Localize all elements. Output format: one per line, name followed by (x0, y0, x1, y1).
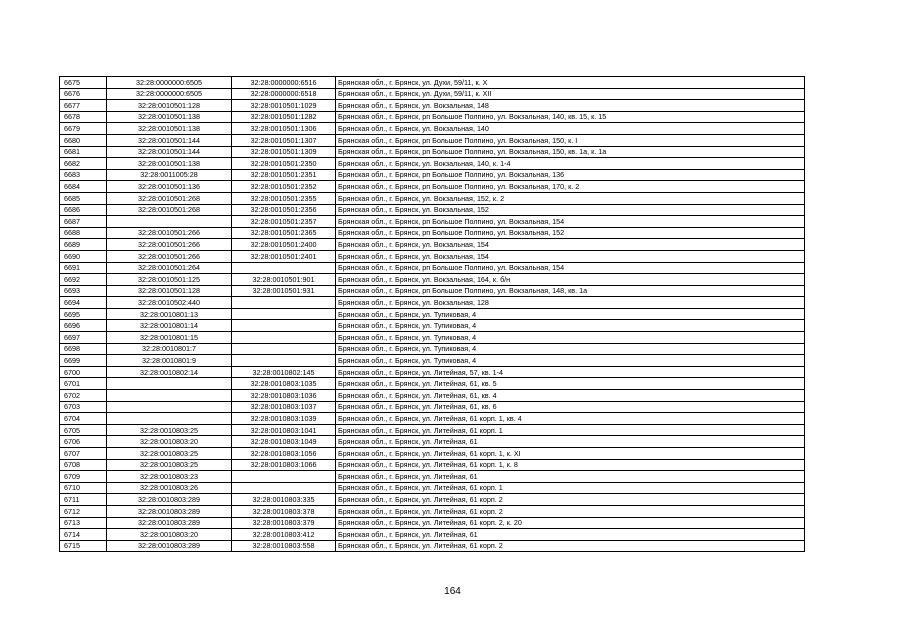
table-row (60, 169, 805, 181)
address-cell: Брянская обл., г. Брянск, ул. Вокзальная, 128 (336, 297, 805, 309)
address-cell: Брянская обл., г. Брянск, рп Большое Полпино, ул. Вокзальная, 140, кв. 15, к. 15 (336, 111, 805, 123)
object-cadastral-number-cell: 32:28:0010501:2365 (232, 227, 336, 239)
address-cell: Брянская обл., г. Брянск, ул. Литейная, 61 корп. 2 (336, 494, 805, 506)
table-row (60, 343, 805, 355)
object-cadastral-number-cell: 32:28:0010501:2352 (232, 181, 336, 193)
table-row (60, 285, 805, 297)
address-cell: Брянская обл., г. Брянск, ул. Литейная, 61, кв. 6 (336, 401, 805, 413)
row-number-cell: 6682 (60, 158, 107, 170)
object-cadastral-number-cell: 32:28:0010501:1282 (232, 111, 336, 123)
address-cell: Брянская обл., г. Брянск, ул. Литейная, 61 (336, 436, 805, 448)
object-cadastral-number-cell: 32:28:0010803:1035 (232, 378, 336, 390)
row-number-cell: 6706 (60, 436, 107, 448)
address-cell: Брянская обл., г. Брянск, ул. Вокзальная, 154 (336, 250, 805, 262)
address-cell: Брянская обл., г. Брянск, рп Большое Полпино, ул. Вокзальная, 170, к. 2 (336, 181, 805, 193)
row-number-cell: 6703 (60, 401, 107, 413)
row-number-cell: 6679 (60, 123, 107, 135)
row-number-cell: 6693 (60, 285, 107, 297)
land-cadastral-number-cell: 32:28:0010801:7 (107, 343, 232, 355)
address-cell: Брянская обл., г. Брянск, ул. Литейная, 61, кв. 5 (336, 378, 805, 390)
address-cell: Брянская обл., г. Брянск, ул. Литейная, 61 корп. 1 (336, 424, 805, 436)
row-number-cell: 6680 (60, 134, 107, 146)
land-cadastral-number-cell: 32:28:0000000:6505 (107, 88, 232, 100)
land-cadastral-number-cell: 32:28:0010801:15 (107, 332, 232, 344)
land-cadastral-number-cell: 32:28:0010501:138 (107, 123, 232, 135)
row-number-cell: 6686 (60, 204, 107, 216)
table-row (60, 192, 805, 204)
row-number-cell: 6692 (60, 274, 107, 286)
row-number-cell: 6714 (60, 529, 107, 541)
row-number-cell: 6697 (60, 332, 107, 344)
land-cadastral-number-cell: 32:28:0010501:144 (107, 146, 232, 158)
row-number-cell: 6713 (60, 517, 107, 529)
table-row (60, 401, 805, 413)
object-cadastral-number-cell: 32:28:0010501:2351 (232, 169, 336, 181)
object-cadastral-number-cell: 32:28:0010501:901 (232, 274, 336, 286)
address-cell: Брянская обл., г. Брянск, ул. Литейная, 61 корп. 1, к. XI (336, 448, 805, 460)
address-cell: Брянская обл., г. Брянск, ул. Литейная, 61 (336, 471, 805, 483)
row-number-cell: 6702 (60, 390, 107, 402)
row-number-cell: 6698 (60, 343, 107, 355)
row-number-cell: 6710 (60, 482, 107, 494)
object-cadastral-number-cell (232, 343, 336, 355)
address-cell: Брянская обл., г. Брянск, рп Большое Полпино, ул. Вокзальная, 154 (336, 262, 805, 274)
table-row (60, 517, 805, 529)
address-cell: Брянская обл., г. Брянск, ул. Тупиковая, 4 (336, 355, 805, 367)
object-cadastral-number-cell (232, 262, 336, 274)
row-number-cell: 6707 (60, 448, 107, 460)
address-cell: Брянская обл., г. Брянск, ул. Литейная, 57, кв. 1-4 (336, 366, 805, 378)
table-row (60, 111, 805, 123)
object-cadastral-number-cell: 32:28:0010501:2357 (232, 216, 336, 228)
land-cadastral-number-cell (107, 390, 232, 402)
object-cadastral-number-cell: 32:28:0010501:1307 (232, 134, 336, 146)
table-row (60, 146, 805, 158)
table-row (60, 204, 805, 216)
row-number-cell: 6690 (60, 250, 107, 262)
table-row (60, 123, 805, 135)
land-cadastral-number-cell: 32:28:0010803:289 (107, 505, 232, 517)
object-cadastral-number-cell: 32:28:0010803:1049 (232, 436, 336, 448)
land-cadastral-number-cell: 32:28:0010501:128 (107, 285, 232, 297)
address-cell: Брянская обл., г. Брянск, ул. Вокзальная, 154 (336, 239, 805, 251)
address-cell: Брянская обл., г. Брянск, рп Большое Полпино, ул. Вокзальная, 152 (336, 227, 805, 239)
row-number-cell: 6675 (60, 77, 107, 89)
object-cadastral-number-cell (232, 355, 336, 367)
table-row (60, 413, 805, 425)
address-cell: Брянская обл., г. Брянск, рп Большое Полпино, ул. Вокзальная, 150, кв. 1а, к. 1а (336, 146, 805, 158)
object-cadastral-number-cell: 32:28:0010803:1041 (232, 424, 336, 436)
object-cadastral-number-cell: 32:28:0010803:379 (232, 517, 336, 529)
table-row (60, 482, 805, 494)
table-row (60, 494, 805, 506)
table-row (60, 239, 805, 251)
table-row (60, 227, 805, 239)
row-number-cell: 6695 (60, 308, 107, 320)
object-cadastral-number-cell: 32:28:0010803:558 (232, 540, 336, 552)
row-number-cell: 6683 (60, 169, 107, 181)
object-cadastral-number-cell (232, 332, 336, 344)
address-cell: Брянская обл., г. Брянск, ул. Литейная, 61 (336, 529, 805, 541)
row-number-cell: 6715 (60, 540, 107, 552)
property-register-table (59, 76, 805, 552)
land-cadastral-number-cell (107, 378, 232, 390)
land-cadastral-number-cell: 32:28:0010501:128 (107, 100, 232, 112)
row-number-cell: 6696 (60, 320, 107, 332)
address-cell: Брянская обл., г. Брянск, ул. Вокзальная, 152 (336, 204, 805, 216)
table-row (60, 378, 805, 390)
row-number-cell: 6688 (60, 227, 107, 239)
object-cadastral-number-cell: 32:28:0010501:2355 (232, 192, 336, 204)
table-row (60, 262, 805, 274)
address-cell: Брянская обл., г. Брянск, ул. Литейная, 61 корп. 2, к. 20 (336, 517, 805, 529)
object-cadastral-number-cell: 32:28:0010803:1039 (232, 413, 336, 425)
row-number-cell: 6687 (60, 216, 107, 228)
land-cadastral-number-cell: 32:28:0010803:20 (107, 529, 232, 541)
land-cadastral-number-cell: 32:28:0010803:25 (107, 424, 232, 436)
table-row (60, 181, 805, 193)
object-cadastral-number-cell: 32:28:0010501:2356 (232, 204, 336, 216)
land-cadastral-number-cell: 32:28:0010803:289 (107, 517, 232, 529)
land-cadastral-number-cell: 32:28:0010501:136 (107, 181, 232, 193)
object-cadastral-number-cell: 32:28:0010501:2401 (232, 250, 336, 262)
land-cadastral-number-cell: 32:28:0010803:25 (107, 459, 232, 471)
address-cell: Брянская обл., г. Брянск, рп Большое Полпино, ул. Вокзальная, 154 (336, 216, 805, 228)
land-cadastral-number-cell: 32:28:0010501:144 (107, 134, 232, 146)
object-cadastral-number-cell (232, 308, 336, 320)
land-cadastral-number-cell (107, 401, 232, 413)
table-row (60, 390, 805, 402)
land-cadastral-number-cell: 32:28:0010801:9 (107, 355, 232, 367)
table-row (60, 134, 805, 146)
address-cell: Брянская обл., г. Брянск, ул. Вокзальная, 140 (336, 123, 805, 135)
object-cadastral-number-cell: 32:28:0010803:1056 (232, 448, 336, 460)
address-cell: Брянская обл., г. Брянск, ул. Тупиковая, 4 (336, 332, 805, 344)
row-number-cell: 6699 (60, 355, 107, 367)
address-cell: Брянская обл., г. Брянск, ул. Литейная, 61, кв. 4 (336, 390, 805, 402)
land-cadastral-number-cell: 32:28:0010501:268 (107, 192, 232, 204)
table-row (60, 505, 805, 517)
land-cadastral-number-cell (107, 216, 232, 228)
row-number-cell: 6681 (60, 146, 107, 158)
address-cell: Брянская обл., г. Брянск, ул. Литейная, 61 корп. 1 (336, 482, 805, 494)
row-number-cell: 6705 (60, 424, 107, 436)
address-cell: Брянская обл., г. Брянск, ул. Тупиковая, 4 (336, 343, 805, 355)
object-cadastral-number-cell (232, 482, 336, 494)
table-row (60, 216, 805, 228)
address-cell: Брянская обл., г. Брянск, ул. Литейная, 61 корп. 2 (336, 505, 805, 517)
table-row (60, 77, 805, 89)
land-cadastral-number-cell: 32:28:0010803:289 (107, 540, 232, 552)
table-row (60, 366, 805, 378)
land-cadastral-number-cell: 32:28:0010803:23 (107, 471, 232, 483)
row-number-cell: 6700 (60, 366, 107, 378)
land-cadastral-number-cell: 32:28:0011005:28 (107, 169, 232, 181)
land-cadastral-number-cell: 32:28:0010803:20 (107, 436, 232, 448)
land-cadastral-number-cell (107, 413, 232, 425)
address-cell: Брянская обл., г. Брянск, ул. Тупиковая, 4 (336, 320, 805, 332)
address-cell: Брянская обл., г. Брянск, ул. Вокзальная, 148 (336, 100, 805, 112)
land-cadastral-number-cell: 32:28:0010501:264 (107, 262, 232, 274)
table-row (60, 250, 805, 262)
object-cadastral-number-cell: 32:28:0010501:1309 (232, 146, 336, 158)
table-row (60, 100, 805, 112)
object-cadastral-number-cell: 32:28:0010803:335 (232, 494, 336, 506)
row-number-cell: 6676 (60, 88, 107, 100)
address-cell: Брянская обл., г. Брянск, рп Большое Полпино, ул. Вокзальная, 148, кв. 1а (336, 285, 805, 297)
address-cell: Брянская обл., г. Брянск, ул. Вокзальная, 140, к. 1-4 (336, 158, 805, 170)
table-row (60, 308, 805, 320)
row-number-cell: 6694 (60, 297, 107, 309)
row-number-cell: 6709 (60, 471, 107, 483)
table-row (60, 424, 805, 436)
object-cadastral-number-cell: 32:28:0010501:2350 (232, 158, 336, 170)
land-cadastral-number-cell: 32:28:0010803:25 (107, 448, 232, 460)
land-cadastral-number-cell: 32:28:0010801:13 (107, 308, 232, 320)
land-cadastral-number-cell: 32:28:0010501:138 (107, 158, 232, 170)
object-cadastral-number-cell: 32:28:0010803:1037 (232, 401, 336, 413)
address-cell: Брянская обл., г. Брянск, ул. Духи, 59/11, к. X (336, 77, 805, 89)
object-cadastral-number-cell: 32:28:0010501:931 (232, 285, 336, 297)
address-cell: Брянская обл., г. Брянск, рп Большое Полпино, ул. Вокзальная, 136 (336, 169, 805, 181)
land-cadastral-number-cell: 32:28:0010501:266 (107, 239, 232, 251)
address-cell: Брянская обл., г. Брянск, ул. Духи, 59/11, к. XII (336, 88, 805, 100)
row-number-cell: 6712 (60, 505, 107, 517)
table-row (60, 471, 805, 483)
object-cadastral-number-cell: 32:28:0010501:2400 (232, 239, 336, 251)
address-cell: Брянская обл., г. Брянск, ул. Тупиковая, 4 (336, 308, 805, 320)
land-cadastral-number-cell: 32:28:0010501:125 (107, 274, 232, 286)
row-number-cell: 6708 (60, 459, 107, 471)
object-cadastral-number-cell: 32:28:0010803:378 (232, 505, 336, 517)
table-row (60, 529, 805, 541)
object-cadastral-number-cell: 32:28:0000000:6516 (232, 77, 336, 89)
row-number-cell: 6689 (60, 239, 107, 251)
land-cadastral-number-cell: 32:28:0010502:440 (107, 297, 232, 309)
row-number-cell: 6704 (60, 413, 107, 425)
table-row (60, 540, 805, 552)
object-cadastral-number-cell: 32:28:0010803:412 (232, 529, 336, 541)
row-number-cell: 6685 (60, 192, 107, 204)
address-cell: Брянская обл., г. Брянск, ул. Литейная, 61 корп. 2 (336, 540, 805, 552)
address-cell: Брянская обл., г. Брянск, ул. Вокзальная, 152, к. 2 (336, 192, 805, 204)
table-row (60, 355, 805, 367)
land-cadastral-number-cell: 32:28:0010501:268 (107, 204, 232, 216)
land-cadastral-number-cell: 32:28:0010801:14 (107, 320, 232, 332)
object-cadastral-number-cell: 32:28:0010803:1036 (232, 390, 336, 402)
row-number-cell: 6684 (60, 181, 107, 193)
address-cell: Брянская обл., г. Брянск, ул. Вокзальная, 164, к. б/н (336, 274, 805, 286)
row-number-cell: 6678 (60, 111, 107, 123)
land-cadastral-number-cell: 32:28:0010803:289 (107, 494, 232, 506)
object-cadastral-number-cell: 32:28:0000000:6518 (232, 88, 336, 100)
land-cadastral-number-cell: 32:28:0010501:266 (107, 250, 232, 262)
address-cell: Брянская обл., г. Брянск, ул. Литейная, 61 корп. 1, кв. 4 (336, 413, 805, 425)
land-cadastral-number-cell: 32:28:0010501:138 (107, 111, 232, 123)
table-row (60, 459, 805, 471)
address-cell: Брянская обл., г. Брянск, ул. Литейная, 61 корп. 1, к. 8 (336, 459, 805, 471)
row-number-cell: 6677 (60, 100, 107, 112)
object-cadastral-number-cell: 32:28:0010803:1066 (232, 459, 336, 471)
table-row (60, 448, 805, 460)
table-row (60, 88, 805, 100)
table-row (60, 320, 805, 332)
table-row (60, 158, 805, 170)
land-cadastral-number-cell: 32:28:0010803:26 (107, 482, 232, 494)
object-cadastral-number-cell: 32:28:0010501:1029 (232, 100, 336, 112)
object-cadastral-number-cell (232, 297, 336, 309)
row-number-cell: 6711 (60, 494, 107, 506)
table-row (60, 274, 805, 286)
page-number: 164 (444, 586, 461, 597)
table-row (60, 297, 805, 309)
land-cadastral-number-cell: 32:28:0010802:14 (107, 366, 232, 378)
land-cadastral-number-cell: 32:28:0010501:266 (107, 227, 232, 239)
object-cadastral-number-cell (232, 471, 336, 483)
address-cell: Брянская обл., г. Брянск, рп Большое Полпино, ул. Вокзальная, 150, к. I (336, 134, 805, 146)
row-number-cell: 6691 (60, 262, 107, 274)
land-cadastral-number-cell: 32:28:0000000:6505 (107, 77, 232, 89)
table-row (60, 436, 805, 448)
table-row (60, 332, 805, 344)
table-body (60, 77, 805, 552)
row-number-cell: 6701 (60, 378, 107, 390)
object-cadastral-number-cell (232, 320, 336, 332)
object-cadastral-number-cell: 32:28:0010501:1306 (232, 123, 336, 135)
object-cadastral-number-cell: 32:28:0010802:145 (232, 366, 336, 378)
